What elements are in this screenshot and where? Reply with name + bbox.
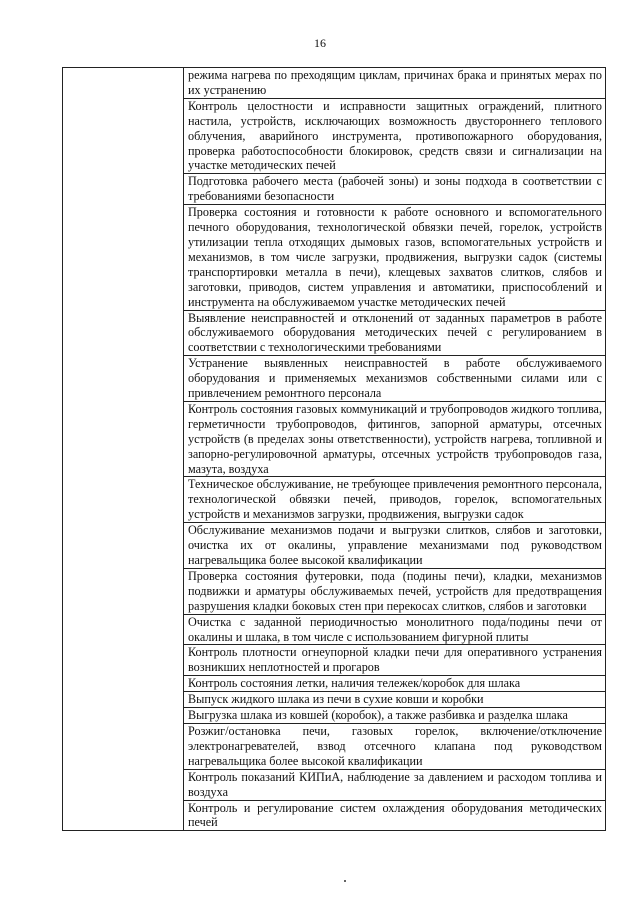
action-text-cell: Техническое обслуживание, не требующее привлечения ремонтного персонала, технологической обвязки печей, приводов, горелок, вспомогательных устройств и механизмов загрузки, продвижения, выгрузки садок	[184, 477, 606, 523]
action-text-cell: Подготовка рабочего места (рабочей зоны) и зоны подхода в соответствии с требованиями безопасности	[184, 174, 606, 205]
action-text-cell: Контроль состояния газовых коммуникаций и трубопроводов жидкого топлива, герметичности трубопроводов, фитингов, запорной арматуры, отсечных устройств (в пределах зоны ответственности), устройств нагрева, топливной и запорно-регулировочной арматуры, отсечных устройств трубопроводов газа, мазута, воздуха	[184, 401, 606, 477]
table-body	[63, 68, 606, 831]
action-text-cell: Проверка состояния футеровки, пода (подины печи), кладки, механизмов подвижки и арматуры обслуживаемых печей, устройств для предотвращения разрушения кладки боковых стен при перекосах слитков, слябов и заготовки	[184, 568, 606, 614]
action-text-cell: Контроль и регулирование систем охлаждения оборудования методических печей	[184, 800, 606, 831]
page-number: 16	[314, 36, 326, 50]
labor-functions-table	[62, 67, 606, 831]
table-row	[63, 68, 606, 99]
action-text-cell: Розжиг/остановка печи, газовых горелок, включение/отключение электронагревателей, взвод отсечного клапана под руководством нагревальщика более высокой квалификации	[184, 723, 606, 769]
action-text-cell: режима нагрева по преходящим циклам, причинах брака и принятых мерах по их устранению	[184, 68, 606, 99]
action-text-cell: Обслуживание механизмов подачи и выгрузки слитков, слябов и заготовки, очистка их от окалины, управление механизмами под руководством нагревальщика более высокой квалификации	[184, 523, 606, 569]
action-text-cell: Проверка состояния и готовности к работе основного и вспомогательного печного оборудования, технологической обвязки печей, горелок, устройств утилизации тепла отходящих дымовых газов, вспомогательных устройств и механизмов, в том числе загрузки, продвижения, выгрузки садок (системы транспортировки металла в печи), клещевых захватов слитков, слябов и заготовки, приводов, систем управления и автоматики, приспособлений и инструмента на обслуживаемом участке методических печей	[184, 205, 606, 310]
action-text-cell: Выгрузка шлака из ковшей (коробок), а также разбивка и разделка шлака	[184, 708, 606, 724]
action-text-cell: Контроль показаний КИПиА, наблюдение за давлением и расходом топлива и воздуха	[184, 769, 606, 800]
empty-label-cell	[63, 68, 184, 831]
action-text-cell: Контроль целостности и исправности защитных ограждений, плитного настила, устройств, исключающих возможность двустороннего теплового облучения, аварийного инструмента, противопожарного оборудования, проверка работоспособности блокировок, средств связи и сигнализации на участке методических печей	[184, 98, 606, 174]
action-text-cell: Устранение выявленных неисправностей в работе обслуживаемого оборудования и применяемых механизмов собственными силами или с привлечением ремонтного персонала	[184, 356, 606, 402]
scan-speck	[344, 880, 346, 882]
action-text-cell: Контроль состояния летки, наличия тележек/коробок для шлака	[184, 676, 606, 692]
action-text-cell: Контроль плотности огнеупорной кладки печи для оперативного устранения возникших неплотностей и прогаров	[184, 645, 606, 676]
action-text-cell: Очистка с заданной периодичностью монолитного пода/подины печи от окалины и шлака, в том числе с использованием фигурной плиты	[184, 614, 606, 645]
action-text-cell: Выявление неисправностей и отклонений от заданных параметров в работе обслуживаемого оборудования методических печей с регулированием в соответствии с технологическими требованиями	[184, 310, 606, 356]
action-text-cell: Выпуск жидкого шлака из печи в сухие ковши и коробки	[184, 692, 606, 708]
